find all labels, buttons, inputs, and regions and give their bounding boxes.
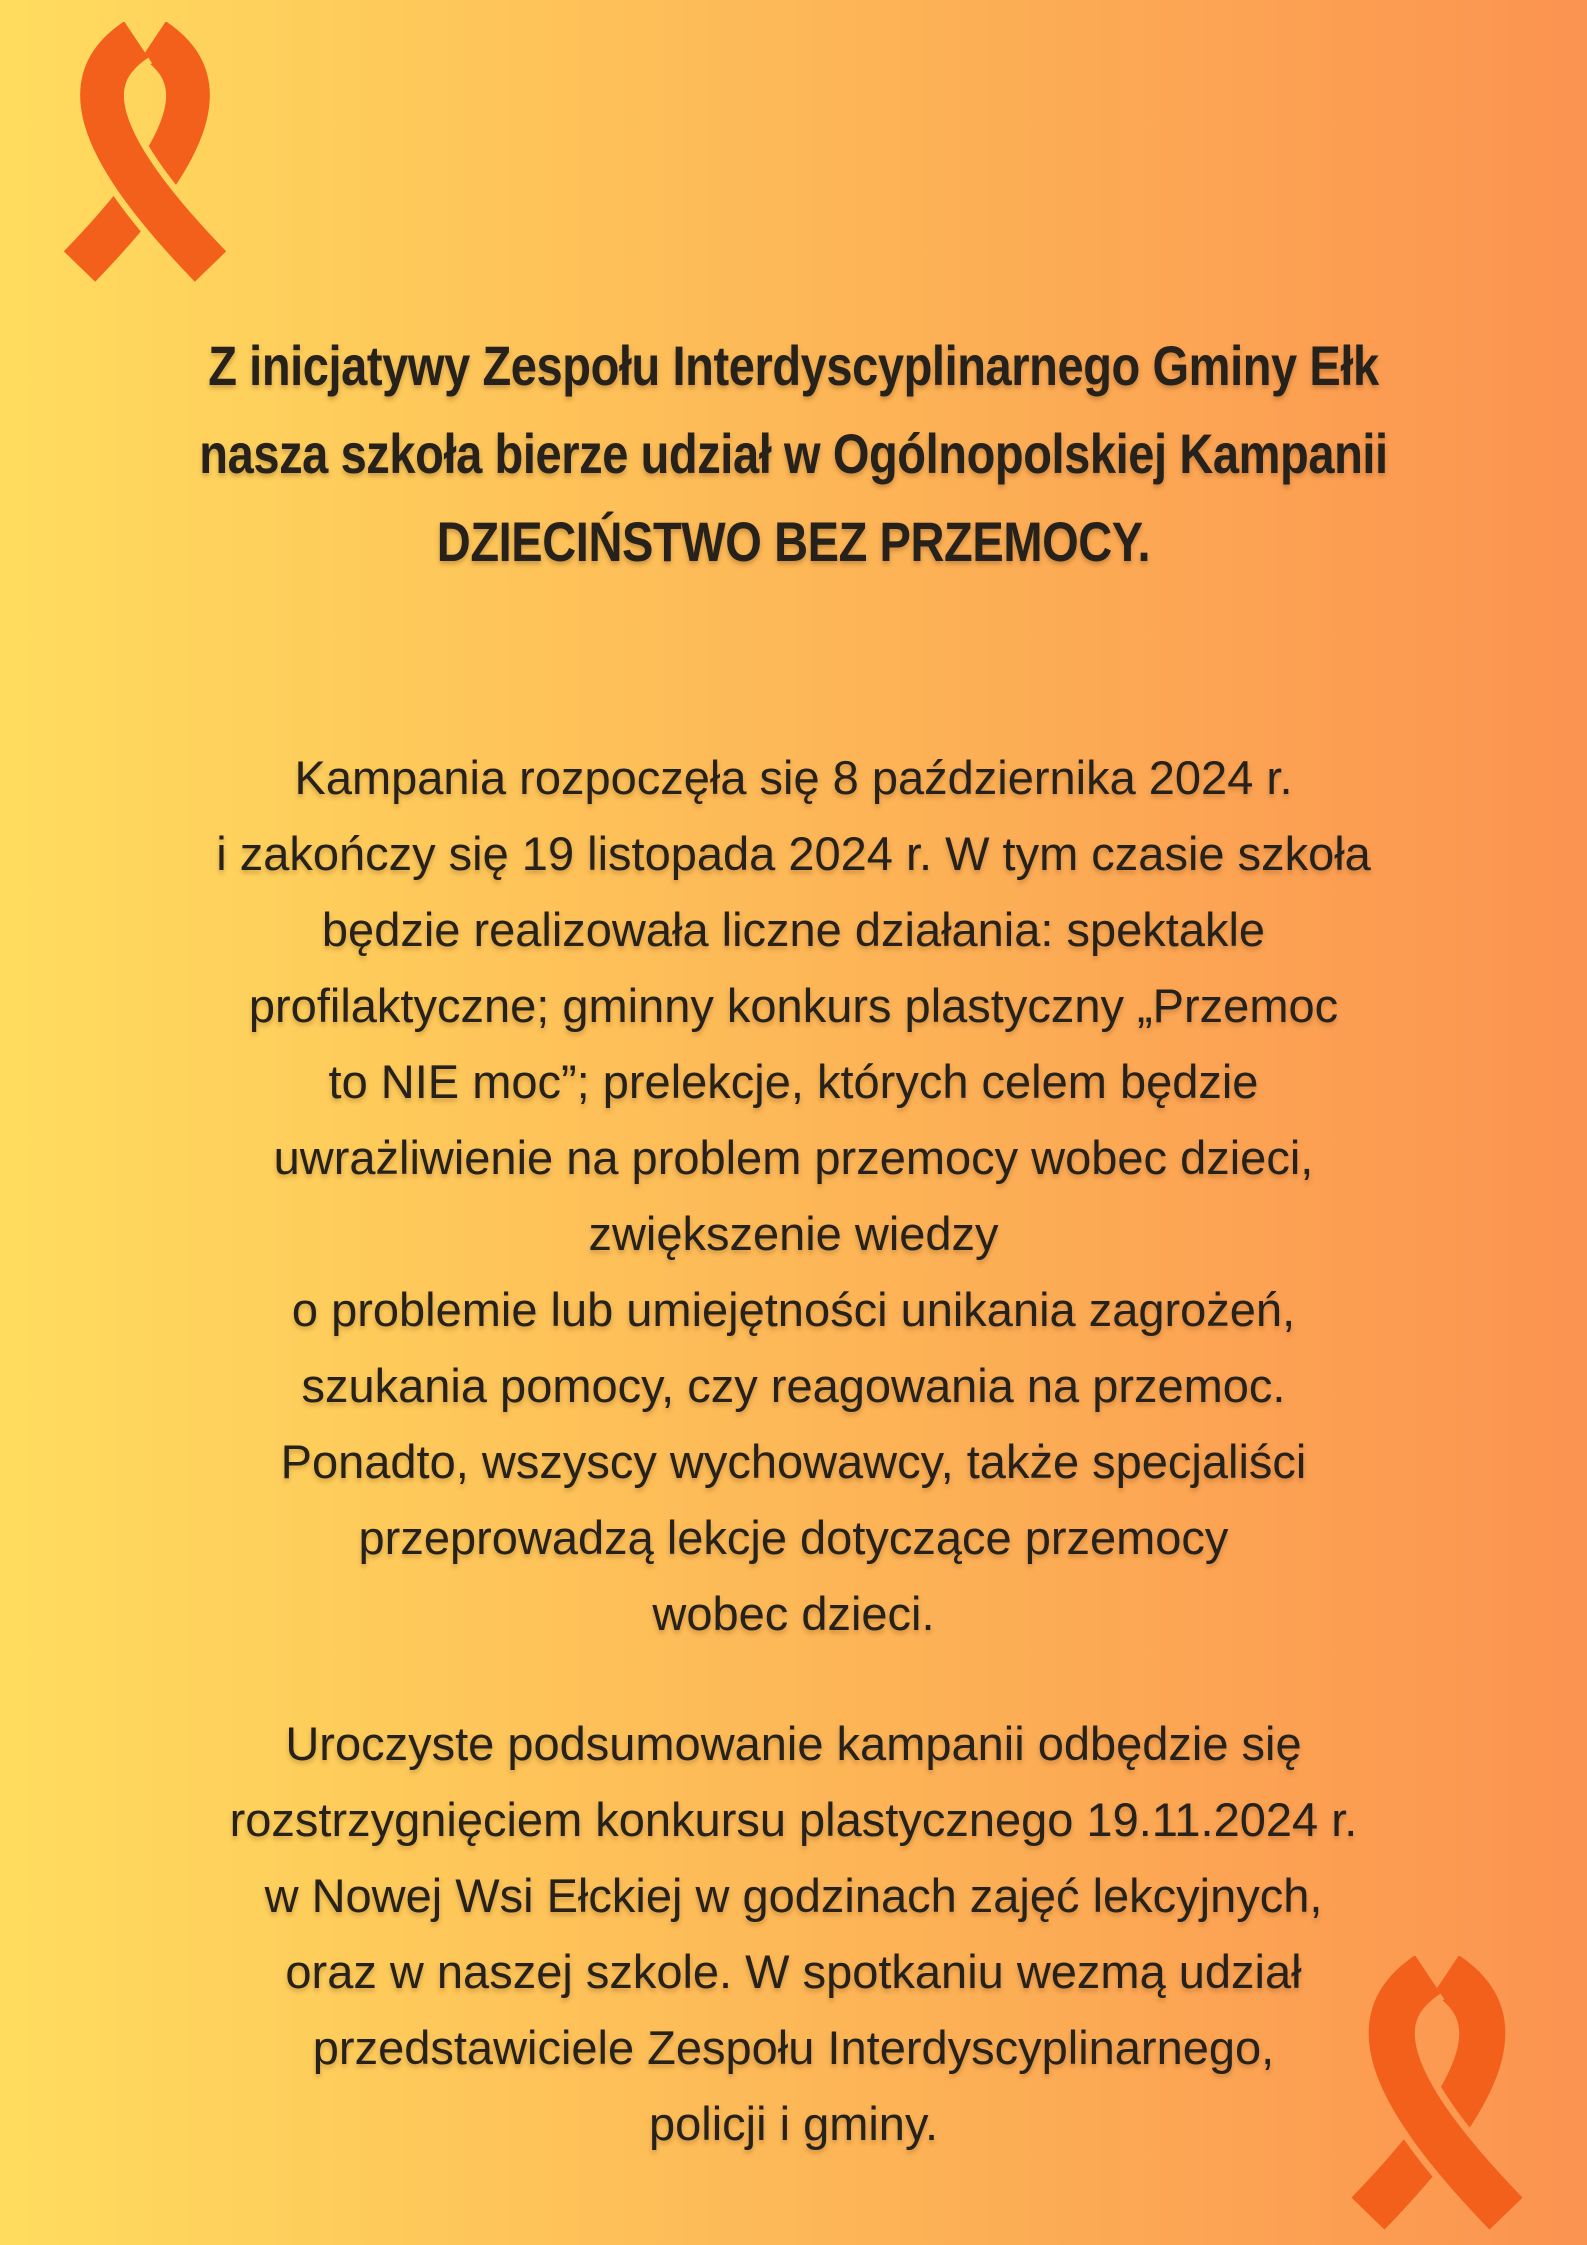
paragraph-line: rozstrzygnięciem konkursu plastycznego 19.11.2024 r. [229,1793,1358,1846]
paragraph-line: wobec dzieci. [652,1587,935,1640]
title-line: Z inicjatywy Zespołu Interdyscyplinarnego Gminy Ełk [208,334,1379,397]
awareness-ribbon-icon [30,22,260,284]
paragraph-line: Ponadto, wszyscy wychowawcy, także specjaliści [280,1435,1307,1488]
paragraph-line: i zakończy się 19 listopada 2024 r. W tym czasie szkoła [216,827,1371,880]
paragraph-line: szukania pomocy, czy reagowania na przemoc. [301,1359,1286,1412]
title-line: DZIECIŃSTWO BEZ PRZEMOCY. [436,510,1151,573]
paragraph-line: to NIE moc”; prelekcje, których celem będzie [328,1055,1259,1108]
awareness-ribbon-icon [1312,1956,1562,2232]
poster-title [127,322,1460,586]
paragraph-line: Uroczyste podsumowanie kampanii odbędzie się [285,1717,1302,1770]
paragraph-line: oraz w naszej szkole. W spotkaniu wezmą udział [285,1945,1302,1998]
paragraph-line: przeprowadzą lekcje dotyczące przemocy [358,1511,1229,1564]
paragraph-line: profilaktyczne; gminny konkurs plastyczny „Przemoc [248,979,1339,1032]
paragraph-line: o problemie lub umiejętności unikania zagrożeń, [291,1283,1296,1336]
paragraph-line: policji i gminy. [648,2097,939,2150]
paragraph-line: w Nowej Wsi Ełckiej w godzinach zajęć lekcyjnych, [264,1869,1323,1922]
paragraph-line: przedstawiciele Zespołu Interdyscyplinarnego, [312,2021,1275,2074]
paragraph-line: zwiększenie wiedzy [588,1207,999,1260]
title-line: nasza szkoła bierze udział w Ogólnopolskiej Kampanii [199,422,1388,485]
paragraph-line: uwrażliwienie na problem przemocy wobec dzieci, [273,1131,1314,1184]
campaign-description-paragraph [0,740,1587,1652]
paragraph-line: Kampania rozpoczęła się 8 października 2024 r. [294,751,1293,804]
paragraph-line: będzie realizowała liczne działania: spektakle [321,903,1266,956]
